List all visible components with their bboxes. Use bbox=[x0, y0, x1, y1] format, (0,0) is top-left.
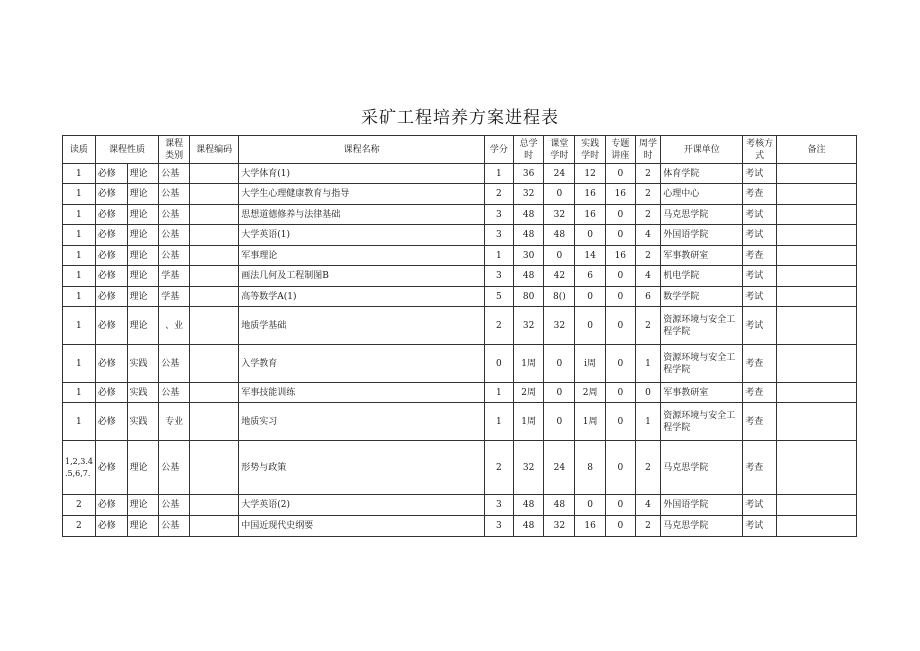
cell-nature: 必修 bbox=[95, 266, 127, 287]
table-row bbox=[63, 287, 857, 307]
cell-department: 机电学院 bbox=[661, 266, 743, 287]
cell-nature: 必修 bbox=[95, 383, 127, 403]
cell-code bbox=[190, 225, 239, 246]
cell-nature: 必修 bbox=[95, 287, 127, 307]
cell-code bbox=[190, 266, 239, 287]
cell-note bbox=[777, 205, 857, 225]
cell-type: 理论 bbox=[127, 184, 159, 205]
cell-note bbox=[777, 403, 857, 441]
cell-lecture-hours: 32 bbox=[544, 205, 575, 225]
cell-credit: 3 bbox=[485, 495, 514, 516]
cell-exam: 考查 bbox=[743, 441, 777, 495]
cell-code bbox=[190, 307, 239, 345]
cell-semester: 1 bbox=[63, 266, 96, 287]
cell-semester: 2 bbox=[63, 495, 96, 516]
cell-total-hours: 32 bbox=[513, 184, 544, 205]
cell-seminar: 0 bbox=[605, 403, 635, 441]
cell-seminar: 0 bbox=[605, 287, 635, 307]
cell-nature: 必修 bbox=[95, 495, 127, 516]
table-row bbox=[63, 164, 857, 184]
cell-code bbox=[190, 441, 239, 495]
cell-code bbox=[190, 287, 239, 307]
cell-lecture-hours: 42 bbox=[544, 266, 575, 287]
cell-exam: 考试 bbox=[743, 266, 777, 287]
cell-total-hours: 80 bbox=[513, 287, 544, 307]
cell-course-name: 军事理论 bbox=[239, 246, 485, 266]
cell-department: 军事教研室 bbox=[661, 383, 743, 403]
cell-total-hours: 1周 bbox=[513, 345, 544, 383]
cell-semester: 1 bbox=[63, 307, 96, 345]
cell-seminar: 0 bbox=[605, 516, 635, 537]
cell-course-name: 入学教育 bbox=[239, 345, 485, 383]
cell-total-hours: 32 bbox=[513, 441, 544, 495]
cell-department: 马克思学院 bbox=[661, 516, 743, 537]
cell-weekly-hours: 1 bbox=[635, 403, 661, 441]
cell-lecture-hours: 8() bbox=[544, 287, 575, 307]
page-title: 采矿工程培养方案进程表 bbox=[361, 108, 559, 128]
header-lecture-hours: 课堂学时 bbox=[544, 136, 575, 164]
cell-seminar: 16 bbox=[605, 246, 635, 266]
cell-seminar: 16 bbox=[605, 184, 635, 205]
cell-seminar: 0 bbox=[605, 266, 635, 287]
cell-exam: 考试 bbox=[743, 164, 777, 184]
cell-credit: 3 bbox=[485, 516, 514, 537]
header-practice-hours: 实践学时 bbox=[575, 136, 606, 164]
cell-total-hours: 48 bbox=[513, 516, 544, 537]
cell-practice-hours: 14 bbox=[575, 246, 606, 266]
cell-exam: 考查 bbox=[743, 246, 777, 266]
cell-category: 、业 bbox=[159, 307, 190, 345]
table-row bbox=[63, 225, 857, 246]
table-row bbox=[63, 307, 857, 345]
cell-weekly-hours: 0 bbox=[635, 383, 661, 403]
header-name: 课程名称 bbox=[239, 136, 485, 164]
cell-note bbox=[777, 184, 857, 205]
cell-category: 公基 bbox=[159, 383, 190, 403]
header-department: 开课单位 bbox=[661, 136, 743, 164]
cell-nature: 必修 bbox=[95, 403, 127, 441]
cell-note bbox=[777, 441, 857, 495]
cell-type: 理论 bbox=[127, 516, 159, 537]
cell-weekly-hours: 6 bbox=[635, 287, 661, 307]
cell-exam: 考试 bbox=[743, 495, 777, 516]
cell-nature: 必修 bbox=[95, 205, 127, 225]
header-weekly-hours: 周学时 bbox=[635, 136, 661, 164]
cell-note bbox=[777, 307, 857, 345]
header-category: 课程类别 bbox=[159, 136, 190, 164]
cell-category: 学基 bbox=[159, 287, 190, 307]
cell-weekly-hours: 2 bbox=[635, 441, 661, 495]
cell-seminar: 0 bbox=[605, 225, 635, 246]
cell-practice-hours: 16 bbox=[575, 516, 606, 537]
cell-category: 公基 bbox=[159, 345, 190, 383]
cell-department: 数学学院 bbox=[661, 287, 743, 307]
cell-type: 理论 bbox=[127, 266, 159, 287]
cell-note bbox=[777, 495, 857, 516]
cell-code bbox=[190, 246, 239, 266]
cell-practice-hours: 0 bbox=[575, 495, 606, 516]
cell-weekly-hours: 2 bbox=[635, 184, 661, 205]
table-row bbox=[63, 441, 857, 495]
cell-type: 理论 bbox=[127, 495, 159, 516]
cell-lecture-hours: 48 bbox=[544, 495, 575, 516]
cell-code bbox=[190, 495, 239, 516]
cell-department: 马克思学院 bbox=[661, 441, 743, 495]
cell-department: 资源环境与安全工程学院 bbox=[661, 307, 743, 345]
cell-semester: 1 bbox=[63, 383, 96, 403]
cell-category: 公基 bbox=[159, 441, 190, 495]
table-row bbox=[63, 266, 857, 287]
cell-code bbox=[190, 164, 239, 184]
cell-seminar: 0 bbox=[605, 495, 635, 516]
cell-weekly-hours: 2 bbox=[635, 246, 661, 266]
cell-credit: 0 bbox=[485, 345, 514, 383]
table-row bbox=[63, 345, 857, 383]
cell-code bbox=[190, 184, 239, 205]
cell-practice-hours: 16 bbox=[575, 184, 606, 205]
cell-note bbox=[777, 383, 857, 403]
cell-category: 公基 bbox=[159, 516, 190, 537]
cell-department: 体育学院 bbox=[661, 164, 743, 184]
cell-code bbox=[190, 345, 239, 383]
cell-department: 外国语学院 bbox=[661, 495, 743, 516]
table-row bbox=[63, 383, 857, 403]
cell-weekly-hours: 2 bbox=[635, 205, 661, 225]
cell-lecture-hours: 0 bbox=[544, 246, 575, 266]
cell-credit: 2 bbox=[485, 441, 514, 495]
cell-total-hours: 48 bbox=[513, 266, 544, 287]
cell-nature: 必修 bbox=[95, 164, 127, 184]
cell-credit: 3 bbox=[485, 225, 514, 246]
cell-lecture-hours: 32 bbox=[544, 307, 575, 345]
cell-weekly-hours: 2 bbox=[635, 516, 661, 537]
cell-exam: 考查 bbox=[743, 383, 777, 403]
cell-practice-hours: 8 bbox=[575, 441, 606, 495]
cell-type: 理论 bbox=[127, 441, 159, 495]
cell-type: 理论 bbox=[127, 164, 159, 184]
header-seminar: 专题讲座 bbox=[605, 136, 635, 164]
cell-lecture-hours: 24 bbox=[544, 164, 575, 184]
cell-type: 实践 bbox=[127, 345, 159, 383]
cell-practice-hours: 0 bbox=[575, 287, 606, 307]
header-nature: 课程性质 bbox=[95, 136, 159, 164]
cell-total-hours: 30 bbox=[513, 246, 544, 266]
cell-nature: 必修 bbox=[95, 345, 127, 383]
cell-course-name: 大学生心理健康教育与指导 bbox=[239, 184, 485, 205]
cell-course-name: 中国近现代史纲要 bbox=[239, 516, 485, 537]
cell-weekly-hours: 4 bbox=[635, 266, 661, 287]
header-semester: 读质 bbox=[63, 136, 96, 164]
cell-credit: 2 bbox=[485, 307, 514, 345]
cell-exam: 考查 bbox=[743, 345, 777, 383]
cell-total-hours: 32 bbox=[513, 307, 544, 345]
cell-semester: 1 bbox=[63, 225, 96, 246]
cell-weekly-hours: 2 bbox=[635, 307, 661, 345]
cell-department: 马克思学院 bbox=[661, 205, 743, 225]
cell-category: 公基 bbox=[159, 246, 190, 266]
cell-lecture-hours: 0 bbox=[544, 403, 575, 441]
cell-nature: 必修 bbox=[95, 516, 127, 537]
cell-seminar: 0 bbox=[605, 307, 635, 345]
cell-course-name: 高等数学A(1) bbox=[239, 287, 485, 307]
cell-type: 理论 bbox=[127, 225, 159, 246]
cell-department: 资源环境与安全工程学院 bbox=[661, 403, 743, 441]
cell-credit: 1 bbox=[485, 164, 514, 184]
cell-credit: 1 bbox=[485, 383, 514, 403]
cell-total-hours: 48 bbox=[513, 495, 544, 516]
cell-department: 心理中心 bbox=[661, 184, 743, 205]
cell-note bbox=[777, 345, 857, 383]
cell-credit: 3 bbox=[485, 266, 514, 287]
cell-total-hours: 36 bbox=[513, 164, 544, 184]
table-row bbox=[63, 184, 857, 205]
header-note: 备注 bbox=[777, 136, 857, 164]
cell-credit: 1 bbox=[485, 246, 514, 266]
cell-lecture-hours: 48 bbox=[544, 225, 575, 246]
cell-course-name: 地质实习 bbox=[239, 403, 485, 441]
cell-note bbox=[777, 225, 857, 246]
cell-practice-hours: 1周 bbox=[575, 403, 606, 441]
cell-seminar: 0 bbox=[605, 164, 635, 184]
cell-semester: 1 bbox=[63, 164, 96, 184]
cell-total-hours: 48 bbox=[513, 225, 544, 246]
cell-total-hours: 2周 bbox=[513, 383, 544, 403]
cell-category: 学基 bbox=[159, 266, 190, 287]
cell-total-hours: 1周 bbox=[513, 403, 544, 441]
cell-exam: 考试 bbox=[743, 307, 777, 345]
header-exam: 考核方式 bbox=[743, 136, 777, 164]
cell-practice-hours: i周 bbox=[575, 345, 606, 383]
header-credit: 学分 bbox=[485, 136, 514, 164]
cell-credit: 5 bbox=[485, 287, 514, 307]
cell-practice-hours: 16 bbox=[575, 205, 606, 225]
cell-category: 公基 bbox=[159, 205, 190, 225]
cell-nature: 必修 bbox=[95, 307, 127, 345]
cell-department: 资源环境与安全工程学院 bbox=[661, 345, 743, 383]
cell-weekly-hours: 1 bbox=[635, 345, 661, 383]
cell-exam: 考试 bbox=[743, 287, 777, 307]
cell-semester: 1 bbox=[63, 345, 96, 383]
cell-code bbox=[190, 516, 239, 537]
cell-note bbox=[777, 246, 857, 266]
cell-credit: 1 bbox=[485, 403, 514, 441]
cell-total-hours: 48 bbox=[513, 205, 544, 225]
cell-department: 外国语学院 bbox=[661, 225, 743, 246]
cell-semester: 1 bbox=[63, 205, 96, 225]
header-row bbox=[63, 136, 857, 164]
cell-semester: 2 bbox=[63, 516, 96, 537]
table-row bbox=[63, 403, 857, 441]
table-row bbox=[63, 495, 857, 516]
cell-category: 公基 bbox=[159, 184, 190, 205]
cell-exam: 考查 bbox=[743, 403, 777, 441]
cell-course-name: 大学英语(2) bbox=[239, 495, 485, 516]
cell-seminar: 0 bbox=[605, 345, 635, 383]
cell-code bbox=[190, 205, 239, 225]
header-code: 课程编码 bbox=[190, 136, 239, 164]
cell-category: 公基 bbox=[159, 225, 190, 246]
cell-note bbox=[777, 516, 857, 537]
cell-practice-hours: 0 bbox=[575, 225, 606, 246]
cell-course-name: 画法几何及工程制图B bbox=[239, 266, 485, 287]
cell-type: 理论 bbox=[127, 205, 159, 225]
cell-exam: 考试 bbox=[743, 225, 777, 246]
curriculum-table bbox=[62, 135, 857, 537]
cell-weekly-hours: 4 bbox=[635, 495, 661, 516]
cell-nature: 必修 bbox=[95, 246, 127, 266]
cell-exam: 考查 bbox=[743, 184, 777, 205]
table-row bbox=[63, 246, 857, 266]
cell-seminar: 0 bbox=[605, 383, 635, 403]
cell-code bbox=[190, 383, 239, 403]
cell-course-name: 军事技能训练 bbox=[239, 383, 485, 403]
cell-lecture-hours: 32 bbox=[544, 516, 575, 537]
cell-course-name: 地质学基础 bbox=[239, 307, 485, 345]
cell-type: 理论 bbox=[127, 246, 159, 266]
cell-practice-hours: 0 bbox=[575, 307, 606, 345]
cell-type: 实践 bbox=[127, 403, 159, 441]
cell-nature: 必修 bbox=[95, 225, 127, 246]
cell-lecture-hours: 0 bbox=[544, 345, 575, 383]
cell-semester: 1 bbox=[63, 246, 96, 266]
cell-seminar: 0 bbox=[605, 205, 635, 225]
cell-note bbox=[777, 266, 857, 287]
cell-type: 实践 bbox=[127, 383, 159, 403]
cell-category: 专业 bbox=[159, 403, 190, 441]
cell-type: 理论 bbox=[127, 307, 159, 345]
cell-type: 理论 bbox=[127, 287, 159, 307]
cell-credit: 2 bbox=[485, 184, 514, 205]
cell-course-name: 思想道德修养与法律基础 bbox=[239, 205, 485, 225]
cell-nature: 必修 bbox=[95, 441, 127, 495]
cell-exam: 考试 bbox=[743, 205, 777, 225]
cell-seminar: 0 bbox=[605, 441, 635, 495]
cell-course-name: 大学英语(1) bbox=[239, 225, 485, 246]
cell-practice-hours: 2周 bbox=[575, 383, 606, 403]
cell-category: 公基 bbox=[159, 495, 190, 516]
cell-weekly-hours: 4 bbox=[635, 225, 661, 246]
cell-practice-hours: 12 bbox=[575, 164, 606, 184]
cell-exam: 考试 bbox=[743, 516, 777, 537]
table-row bbox=[63, 205, 857, 225]
cell-note bbox=[777, 287, 857, 307]
cell-semester: 1,2,3.4 .5,6,7. bbox=[63, 441, 96, 495]
header-total-hours: 总学时 bbox=[513, 136, 544, 164]
cell-lecture-hours: 0 bbox=[544, 383, 575, 403]
cell-category: 公基 bbox=[159, 164, 190, 184]
cell-practice-hours: 6 bbox=[575, 266, 606, 287]
cell-credit: 3 bbox=[485, 205, 514, 225]
cell-lecture-hours: 24 bbox=[544, 441, 575, 495]
cell-semester: 1 bbox=[63, 403, 96, 441]
cell-course-name: 形势与政策 bbox=[239, 441, 485, 495]
cell-weekly-hours: 2 bbox=[635, 164, 661, 184]
cell-semester: 1 bbox=[63, 184, 96, 205]
cell-lecture-hours: 0 bbox=[544, 184, 575, 205]
cell-note bbox=[777, 164, 857, 184]
cell-course-name: 大学体育(1) bbox=[239, 164, 485, 184]
cell-department: 军事教研室 bbox=[661, 246, 743, 266]
cell-code bbox=[190, 403, 239, 441]
table-row bbox=[63, 516, 857, 537]
cell-nature: 必修 bbox=[95, 184, 127, 205]
cell-semester: 1 bbox=[63, 287, 96, 307]
